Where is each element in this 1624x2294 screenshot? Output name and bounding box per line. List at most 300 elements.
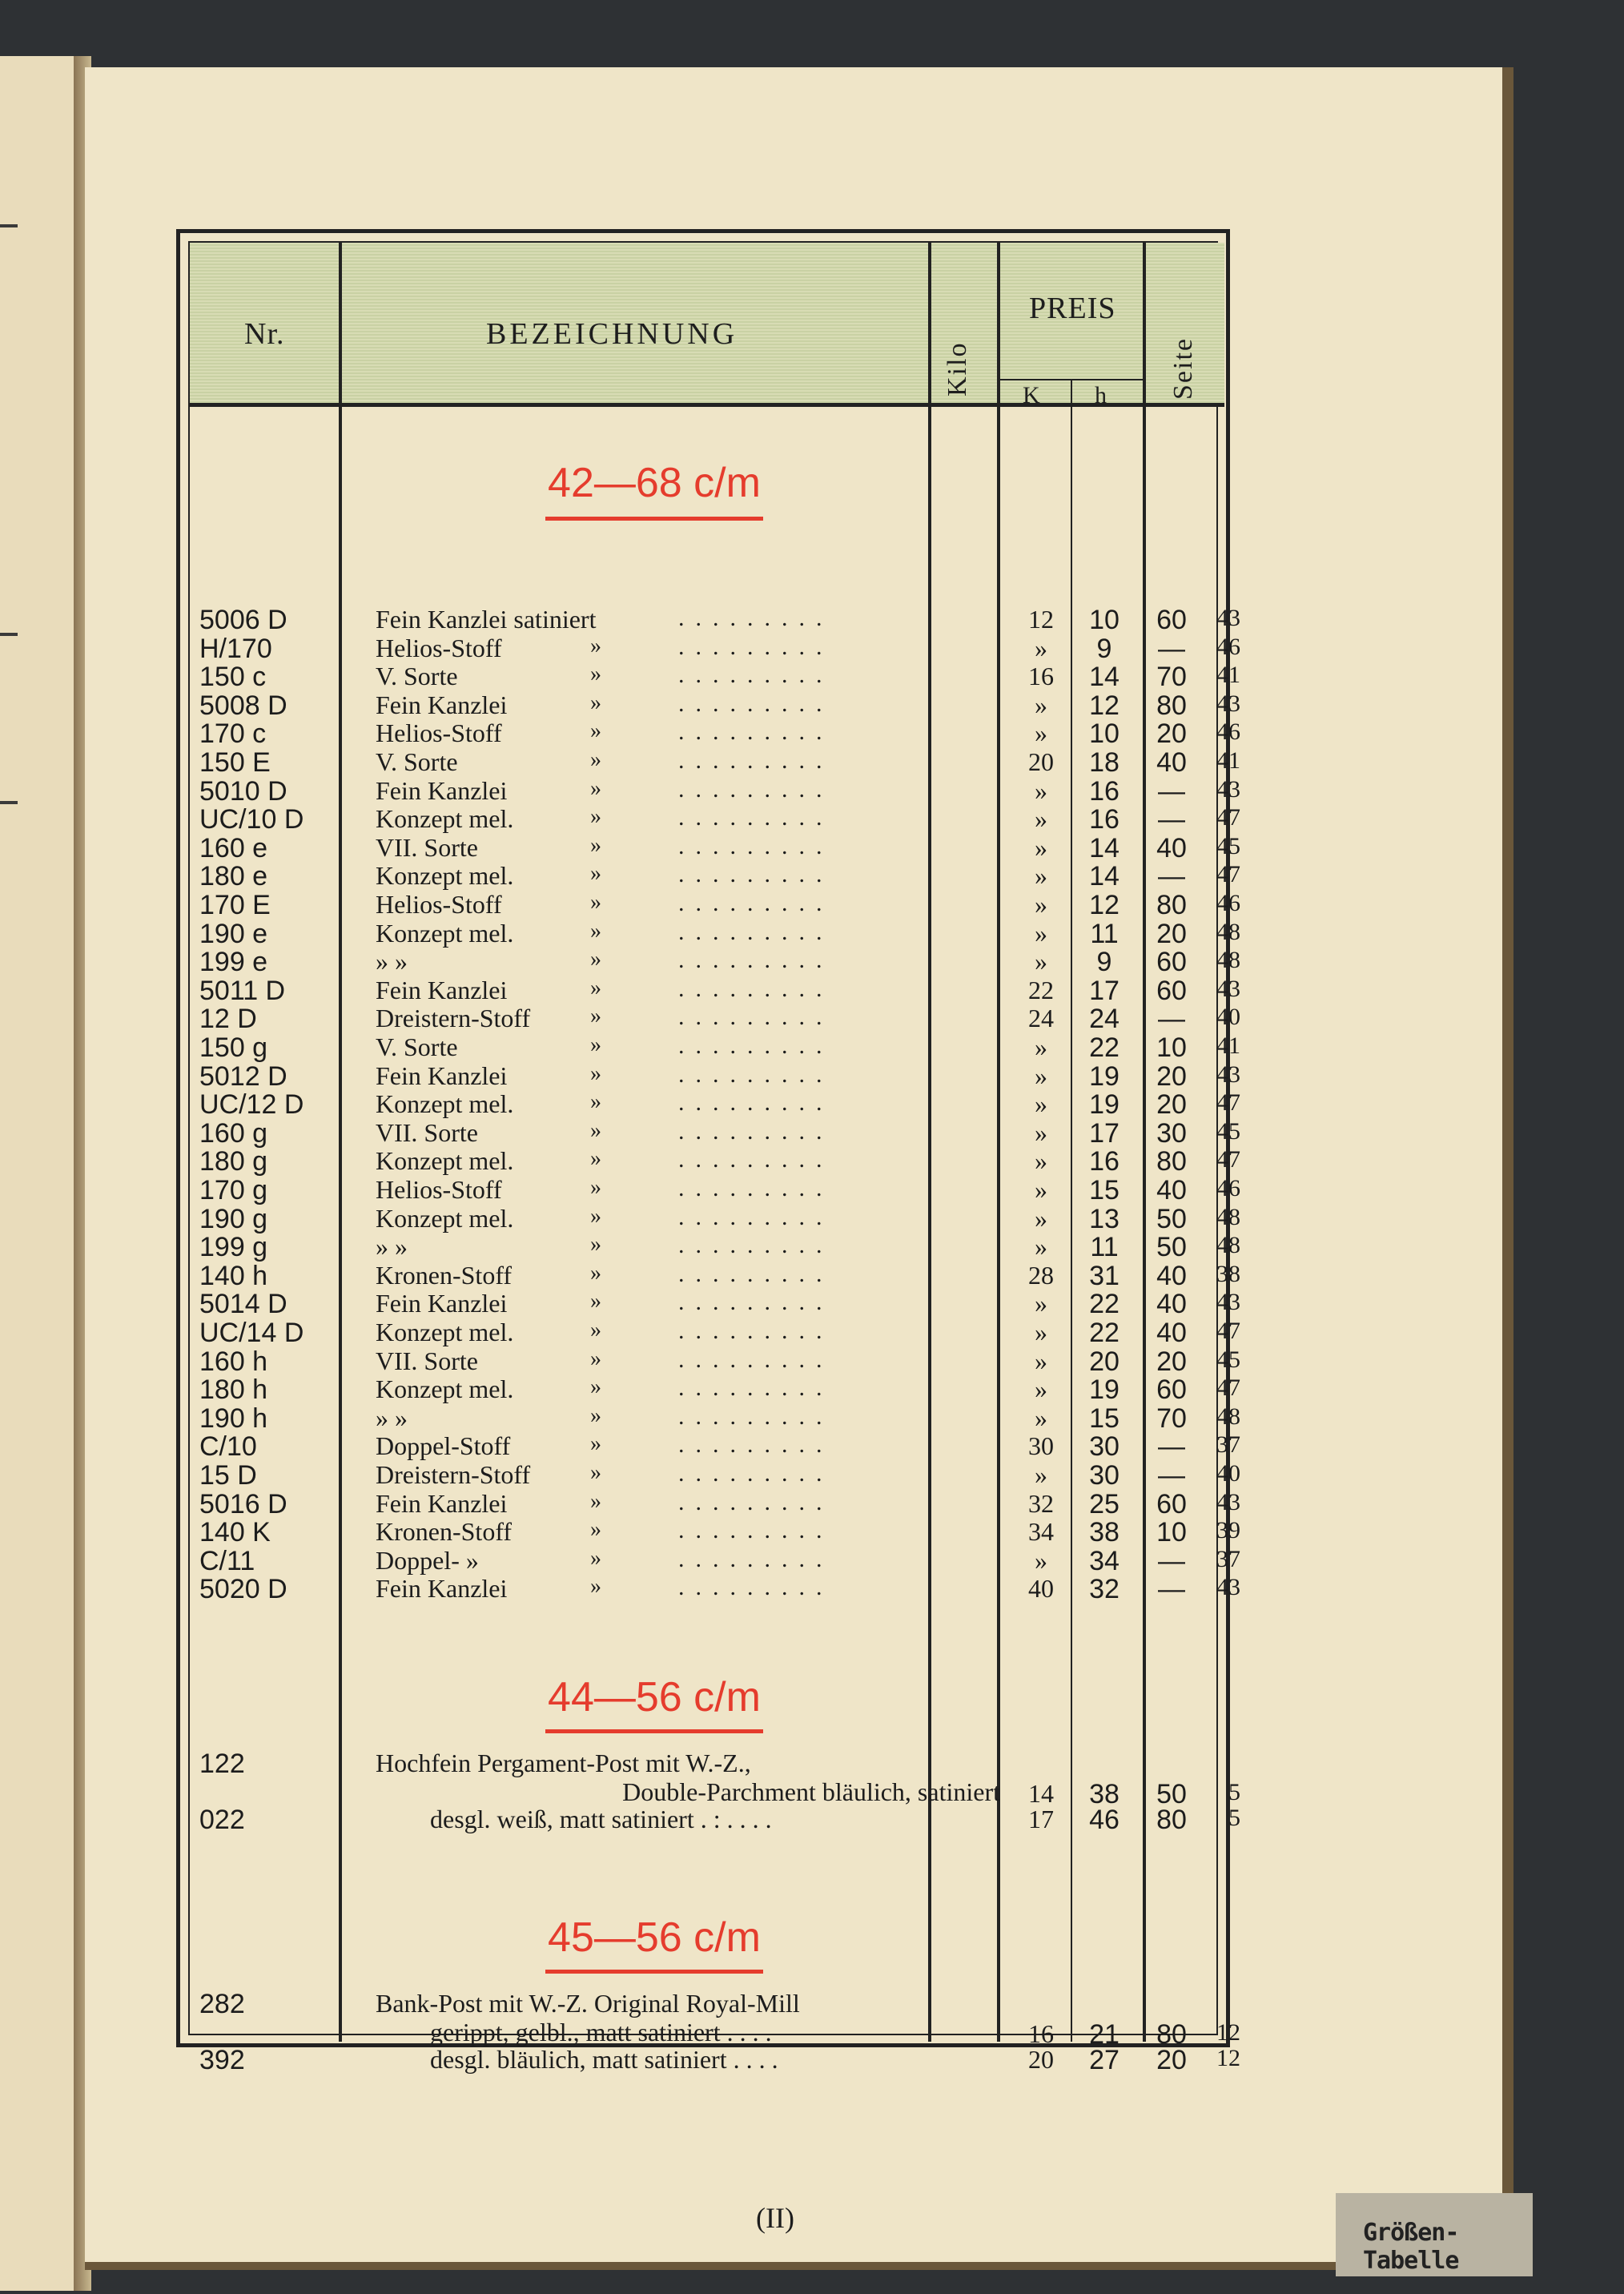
price-k: 15 (1089, 1403, 1120, 1434)
page-ref: 47 (1216, 1089, 1240, 1117)
kilo-value: 28 (1028, 1260, 1054, 1290)
item-number: C/11 (199, 1545, 255, 1576)
price-h: 10 (1156, 1517, 1187, 1548)
header-h: h (1095, 382, 1107, 408)
ditto-mark: » (590, 861, 601, 887)
price-k: 15 (1089, 1175, 1120, 1205)
price-k: 12 (1089, 690, 1120, 721)
kilo-value: » (1035, 1089, 1047, 1119)
item-number: UC/10 D (199, 804, 304, 835)
ditto-mark: » (590, 1004, 601, 1029)
page-ref: 45 (1216, 1346, 1240, 1373)
price-h: 20 (1156, 1346, 1187, 1377)
price-h: 50 (1156, 1779, 1187, 1809)
item-description-line: Double-Parchment bläulich, satiniert (622, 1777, 1000, 1806)
section-tab-label: Größen-Tabelle (1363, 2219, 1459, 2275)
leader-dots: ......... (678, 1545, 834, 1572)
table-row (190, 662, 1240, 693)
price-k: 12 (1089, 890, 1120, 920)
ditto-mark: » (590, 662, 601, 687)
item-number: 150 c (199, 662, 267, 693)
price-k: 25 (1089, 1488, 1120, 1519)
table-row (190, 1779, 1240, 1809)
kilo-value: 16 (1028, 662, 1054, 691)
price-k: 20 (1089, 1346, 1120, 1377)
page-ref: 47 (1216, 1374, 1240, 1402)
item-description: Kronen-Stoff (376, 1517, 513, 1547)
page-ref: 48 (1216, 918, 1240, 945)
page-ref: 47 (1216, 804, 1240, 831)
item-description: Helios-Stoff (376, 1175, 502, 1204)
kilo-value: 20 (1028, 747, 1054, 776)
section-range-underline (545, 517, 763, 521)
table-row (190, 1318, 1240, 1348)
price-k: 11 (1090, 1232, 1119, 1263)
table-row (190, 1374, 1240, 1406)
ditto-mark: » (590, 1517, 601, 1543)
price-k: 32 (1089, 1574, 1120, 1605)
price-k: 14 (1089, 662, 1120, 693)
page-ref: 43 (1216, 1574, 1240, 1601)
kilo-value: » (1035, 947, 1047, 976)
item-number: 5012 D (199, 1060, 287, 1092)
item-description: Doppel-Stoff (376, 1431, 511, 1461)
preis-subrule (997, 379, 1144, 380)
item-description: » » (376, 1403, 408, 1432)
item-number: 5016 D (199, 1488, 287, 1519)
price-h: 50 (1156, 1232, 1187, 1263)
page-ref: 47 (1216, 861, 1240, 888)
header-rule (190, 403, 1224, 407)
table-row (190, 2019, 1240, 2050)
price-h: 70 (1156, 662, 1187, 693)
item-number: 190 h (199, 1403, 268, 1434)
leader-dots: ......... (678, 1032, 834, 1059)
item-description: » » (376, 1232, 408, 1262)
item-description: VII. Sorte (376, 1346, 478, 1375)
table-row (190, 1232, 1240, 1263)
table-inner-frame (188, 241, 1240, 2075)
table-row (190, 861, 1240, 892)
leader-dots: ......... (678, 1403, 834, 1430)
leader-dots: ......... (678, 1175, 834, 1201)
price-k: 16 (1089, 775, 1120, 807)
ditto-mark: » (590, 1545, 601, 1571)
price-k: 21 (1089, 2019, 1120, 2050)
page-ref: 38 (1216, 1260, 1240, 1287)
item-description: Fein Kanzlei (376, 690, 508, 719)
item-description-line: gerippt, gelbl., matt satiniert . . . . (430, 2018, 772, 2046)
table-row (190, 633, 1240, 664)
kilo-value: 17 (1028, 1805, 1054, 1833)
table-row (190, 718, 1240, 750)
leader-dots: ......... (678, 1374, 834, 1402)
table-row (190, 690, 1240, 721)
header-kilo: Kilo (943, 341, 972, 396)
price-h: — (1158, 1004, 1185, 1035)
kilo-value: 14 (1028, 1779, 1054, 1808)
leader-dots: ......... (678, 775, 834, 803)
kilo-value: 32 (1028, 1488, 1054, 1518)
kilo-value: » (1035, 1060, 1047, 1090)
table-row (190, 947, 1240, 978)
price-k: 16 (1089, 1146, 1120, 1177)
page-ref: 48 (1216, 1203, 1240, 1230)
leader-dots: ......... (678, 804, 834, 831)
price-h: — (1158, 861, 1185, 892)
price-k: 31 (1089, 1260, 1120, 1291)
page-ref: 47 (1216, 1146, 1240, 1173)
item-number: H/170 (199, 633, 272, 664)
page-ref: 43 (1216, 775, 1240, 803)
page-ref: 43 (1216, 975, 1240, 1002)
ditto-mark: » (590, 804, 601, 830)
kilo-value: » (1035, 1032, 1047, 1061)
item-number: 5020 D (199, 1574, 287, 1605)
price-k: 22 (1089, 1032, 1120, 1063)
leader-dots: ......... (678, 1289, 834, 1316)
leader-dots: ......... (678, 832, 834, 859)
page-number: (II) (756, 2202, 794, 2234)
item-description: Helios-Stoff (376, 890, 502, 919)
item-number: 12 D (199, 1004, 257, 1035)
item-number: 160 h (199, 1346, 268, 1377)
price-h: 60 (1156, 947, 1187, 978)
leader-dots: ......... (678, 718, 834, 746)
price-h: — (1158, 1545, 1185, 1576)
price-h: 20 (1156, 1089, 1187, 1121)
table-row (190, 605, 1240, 635)
page-ref: 41 (1216, 747, 1240, 774)
page-edge-mark (0, 633, 18, 636)
price-k: 10 (1089, 605, 1120, 635)
table-row (190, 832, 1240, 863)
leader-dots: ......... (678, 975, 834, 1002)
page-ref: 40 (1216, 1004, 1240, 1031)
ditto-mark: » (590, 718, 601, 744)
leader-dots: ......... (678, 662, 834, 689)
price-h: 20 (1156, 918, 1187, 949)
item-number: 180 e (199, 861, 268, 892)
leader-dots: ......... (678, 1574, 834, 1601)
ditto-mark: » (590, 1060, 601, 1086)
kilo-value: » (1035, 775, 1047, 805)
page-ref: 37 (1216, 1431, 1240, 1459)
table-row (190, 1032, 1240, 1063)
leader-dots: ......... (678, 605, 834, 631)
ditto-mark: » (590, 947, 601, 972)
price-h: 60 (1156, 605, 1187, 635)
ditto-mark: » (590, 1032, 601, 1057)
ditto-mark: » (590, 1346, 601, 1371)
kilo-value: » (1035, 918, 1047, 948)
page-ref: 40 (1216, 1460, 1240, 1487)
page-ref: 43 (1216, 1488, 1240, 1515)
kilo-value: » (1035, 861, 1047, 891)
item-number: 140 h (199, 1260, 268, 1291)
table-row (190, 975, 1240, 1006)
header-bezeichnung: BEZEICHNUNG (486, 317, 738, 351)
price-k: 38 (1089, 1779, 1120, 1809)
page-ref: 43 (1216, 605, 1240, 631)
table-row (190, 1517, 1240, 1548)
table-row (190, 1089, 1240, 1121)
table-row (190, 918, 1240, 949)
page-ref: 39 (1216, 1517, 1240, 1544)
ditto-mark: » (590, 1488, 601, 1514)
item-description: Kronen-Stoff (376, 1260, 513, 1290)
leader-dots: ......... (678, 1146, 834, 1173)
leader-dots: ......... (678, 1004, 834, 1031)
price-h: 10 (1156, 1032, 1187, 1063)
ditto-mark: » (590, 747, 601, 772)
ditto-mark: » (590, 1574, 601, 1600)
price-k: 30 (1089, 1460, 1120, 1491)
page-ref: 46 (1216, 1175, 1240, 1201)
leader-dots: ......... (678, 1318, 834, 1344)
price-h: 70 (1156, 1403, 1187, 1434)
page-ref: 47 (1216, 1318, 1240, 1344)
kilo-value: » (1035, 804, 1047, 834)
leader-dots: ......... (678, 1460, 834, 1487)
item-description: Fein Kanzlei (376, 1488, 508, 1518)
price-h: 80 (1156, 690, 1187, 721)
item-number: 5014 D (199, 1289, 287, 1320)
page-ref: 45 (1216, 832, 1240, 859)
leader-dots: ......... (678, 1346, 834, 1373)
item-number: 15 D (199, 1460, 257, 1491)
page-ref: 5 (1228, 1779, 1240, 1805)
previous-page-edge (0, 56, 78, 2291)
ditto-mark: » (590, 918, 601, 944)
item-description: Doppel- » (376, 1545, 479, 1575)
table-row (190, 2045, 1240, 2075)
price-h: 30 (1156, 1117, 1187, 1149)
page-ref: 5 (1228, 1805, 1240, 1831)
table-row (190, 747, 1240, 778)
price-k: 34 (1089, 1545, 1120, 1576)
item-number: 190 g (199, 1203, 268, 1234)
leader-dots: ......... (678, 918, 834, 945)
item-description: Fein Kanzlei (376, 775, 508, 805)
page-ref: 46 (1216, 633, 1240, 660)
ditto-mark: » (590, 1374, 601, 1400)
price-h: — (1158, 633, 1185, 664)
item-description: V. Sorte (376, 1032, 458, 1061)
price-k: 27 (1089, 2045, 1120, 2075)
table-row (190, 1203, 1240, 1234)
page-ref: 37 (1216, 1545, 1240, 1572)
ditto-mark: » (590, 1232, 601, 1258)
item-description: Konzept mel. (376, 861, 514, 891)
price-k: 19 (1089, 1374, 1120, 1406)
kilo-value: 20 (1028, 2045, 1054, 2074)
page-ref: 48 (1216, 1232, 1240, 1259)
item-number: 392 (199, 2045, 245, 2075)
size-table (176, 229, 1240, 2075)
item-number: 022 (199, 1805, 245, 1835)
kilo-value: » (1035, 1117, 1047, 1147)
price-k: 30 (1089, 1431, 1120, 1463)
item-description: Fein Kanzlei (376, 1574, 508, 1604)
ditto-mark: » (590, 1431, 601, 1457)
item-number: 170 E (199, 890, 271, 920)
table-row (190, 1545, 1240, 1576)
item-description: Helios-Stoff (376, 718, 502, 748)
table-row (190, 804, 1240, 835)
section-range-underline (545, 1729, 763, 1733)
price-h: 40 (1156, 1260, 1187, 1291)
section-range-1: 42—68 c/m (548, 460, 761, 506)
page-ref: 46 (1216, 890, 1240, 916)
table-row (190, 1403, 1240, 1434)
item-description: Konzept mel. (376, 1203, 514, 1233)
item-description: VII. Sorte (376, 1117, 478, 1147)
price-k: 11 (1090, 918, 1119, 949)
kilo-value: » (1035, 832, 1047, 862)
item-number: 160 e (199, 832, 268, 863)
ditto-mark: » (590, 1203, 601, 1229)
item-number: 199 e (199, 947, 268, 978)
price-h: 40 (1156, 832, 1187, 863)
kilo-value: » (1035, 1318, 1047, 1346)
page-ref: 41 (1216, 662, 1240, 689)
kilo-value: » (1035, 1403, 1047, 1432)
price-k: 17 (1089, 975, 1120, 1006)
item-description: Konzept mel. (376, 804, 514, 834)
price-h: — (1158, 1574, 1185, 1605)
price-h: 20 (1156, 1060, 1187, 1092)
leader-dots: ......... (678, 1431, 834, 1459)
item-number: 140 K (199, 1517, 271, 1548)
price-k: 22 (1089, 1289, 1120, 1320)
item-description: Fein Kanzlei satiniert (376, 605, 597, 634)
table-row (190, 1805, 1240, 1835)
price-h: 60 (1156, 1488, 1187, 1519)
page-ref: 43 (1216, 1289, 1240, 1316)
price-h: 50 (1156, 1203, 1187, 1234)
ditto-mark: » (590, 1175, 601, 1200)
item-description: Helios-Stoff (376, 633, 502, 662)
page-ref: 12 (1216, 2019, 1240, 2046)
item-number: 170 g (199, 1175, 268, 1205)
ditto-mark: » (590, 1260, 601, 1286)
leader-dots: ......... (678, 1060, 834, 1088)
item-number: 5006 D (199, 605, 287, 635)
price-k: 9 (1096, 947, 1112, 978)
item-number: 150 g (199, 1032, 268, 1063)
kilo-value: » (1035, 1203, 1047, 1233)
page-ref: 41 (1216, 1032, 1240, 1059)
item-number: 122 (199, 1749, 245, 1779)
price-k: 16 (1089, 804, 1120, 835)
page-ref: 48 (1216, 947, 1240, 974)
kilo-value: 30 (1028, 1431, 1054, 1461)
leader-dots: ......... (678, 1260, 834, 1287)
item-description: Dreistern-Stoff (376, 1004, 531, 1033)
item-description: Konzept mel. (376, 1318, 514, 1346)
kilo-value: » (1035, 690, 1047, 719)
ditto-mark: » (590, 1146, 601, 1172)
table-row (190, 1488, 1240, 1519)
price-h: — (1158, 1431, 1185, 1463)
price-k: 14 (1089, 832, 1120, 863)
header-nr: Nr. (244, 317, 285, 351)
ditto-mark: » (590, 890, 601, 915)
item-number: 180 g (199, 1146, 268, 1177)
price-h: 80 (1156, 1805, 1187, 1835)
leader-dots: ......... (678, 1089, 834, 1117)
item-description: Fein Kanzlei (376, 1289, 508, 1318)
kilo-value: » (1035, 1146, 1047, 1176)
section-range-3: 45—56 c/m (548, 1914, 761, 1961)
item-number: UC/14 D (199, 1318, 304, 1348)
item-number: C/10 (199, 1431, 257, 1463)
page-ref: 12 (1216, 2045, 1240, 2071)
price-k: 14 (1089, 861, 1120, 892)
item-description: » » (376, 947, 408, 976)
kilo-value: » (1035, 1374, 1047, 1404)
kilo-value: 40 (1028, 1574, 1054, 1604)
item-number: 190 e (199, 918, 268, 949)
item-number: UC/12 D (199, 1089, 304, 1121)
item-number: 5010 D (199, 775, 287, 807)
page-edge-mark (0, 801, 18, 804)
leader-dots: ......... (678, 1488, 834, 1515)
item-description-line: Hochfein Pergament-Post mit W.-Z., (376, 1749, 751, 1777)
ditto-mark: » (590, 832, 601, 858)
kilo-value: 24 (1028, 1004, 1054, 1033)
table-row (190, 1146, 1240, 1177)
item-number: 180 h (199, 1374, 268, 1406)
leader-dots: ......... (678, 890, 834, 916)
table-row (190, 1060, 1240, 1092)
kilo-value: » (1035, 1232, 1047, 1262)
leader-dots: ......... (678, 633, 834, 660)
leader-dots: ......... (678, 947, 834, 974)
section-range-underline (545, 1970, 763, 1974)
item-number: 5011 D (199, 975, 286, 1006)
table-row (190, 1260, 1240, 1291)
book-page (85, 67, 1513, 2275)
price-k: 17 (1089, 1117, 1120, 1149)
ditto-mark: » (590, 975, 601, 1000)
section-range-2: 44—56 c/m (548, 1674, 761, 1720)
kilo-value: 22 (1028, 975, 1054, 1004)
table-row (190, 1346, 1240, 1377)
leader-dots: ......... (678, 1517, 834, 1544)
item-description: Konzept mel. (376, 918, 514, 948)
ditto-mark: » (590, 1403, 601, 1428)
item-description-line: Bank-Post mit W.-Z. Original Royal-Mill (376, 1989, 800, 2018)
table-row (190, 1117, 1240, 1149)
item-number: 170 c (199, 718, 267, 750)
page-edge-mark (0, 224, 18, 227)
ditto-mark: » (590, 775, 601, 801)
price-h: — (1158, 1460, 1185, 1491)
price-k: 19 (1089, 1089, 1120, 1121)
price-h: 80 (1156, 2019, 1187, 2050)
page-ref: 48 (1216, 1403, 1240, 1430)
page-ref: 45 (1216, 1117, 1240, 1145)
price-k: 46 (1089, 1805, 1120, 1835)
leader-dots: ......... (678, 1232, 834, 1259)
price-h: 60 (1156, 975, 1187, 1006)
header-seite: Seite (1168, 337, 1198, 400)
item-number: 150 E (199, 747, 271, 778)
header-k: K (1023, 382, 1041, 408)
item-description: Dreistern-Stoff (376, 1460, 531, 1489)
